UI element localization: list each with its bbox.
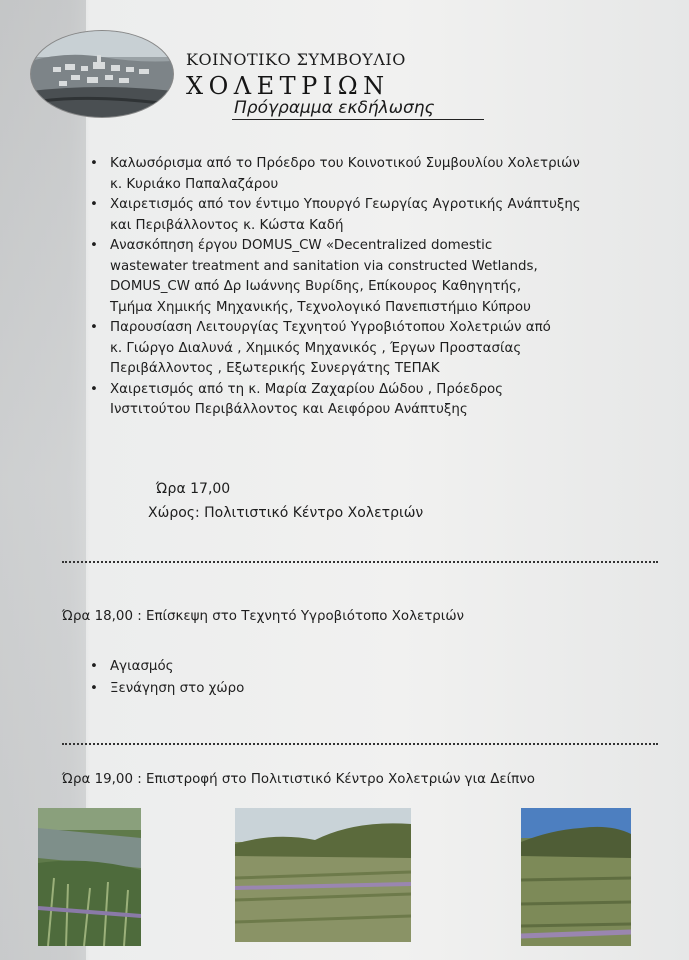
wetland-photo-1 <box>38 808 141 946</box>
program-item-line: Παρουσίαση Λειτουργίας Τεχνητού Υγροβιότοπου Χολετριών από <box>110 320 551 335</box>
program-item-line: Τμήμα Χημικής Μηχανικής, Τεχνολογικό Πανεπιστήμιο Κύπρου <box>110 299 531 315</box>
council-name: ΚΟΙΝΟΤΙΚΟ ΣΥΜΒΟΥΛΙΟ <box>186 50 406 69</box>
program-item-line: Καλωσόρισμα από το Πρόεδρο του Κοινοτικού Συμβουλίου Χολετριών <box>110 156 580 171</box>
program-item <box>88 318 658 380</box>
return-line: Ώρα 19,00 : Επιστροφή στο Πολιτιστικό Κέντρο Χολετριών για Δείπνο <box>62 772 535 787</box>
visit-item <box>88 656 658 678</box>
program-item <box>88 236 658 318</box>
program-item <box>88 154 658 195</box>
wetland-photo-3 <box>521 808 631 946</box>
start-time: Ώρα 17,00 <box>156 481 231 497</box>
program-item-line: Περιβάλλοντος , Εξωτερικής Συνεργάτης ΤΕΠΑΚ <box>110 361 440 376</box>
program-item <box>88 195 658 236</box>
village-logo-image <box>30 30 174 118</box>
program-item-line: κ. Κυριάκο Παπαλαζάρου <box>110 176 279 192</box>
visit-item-label: Ξενάγηση στο χώρο <box>110 681 245 696</box>
divider-1 <box>62 561 658 563</box>
program-title-underline <box>232 119 484 120</box>
bullet-icon: • <box>90 238 98 253</box>
program-item-line: Χαιρετισμός από τον έντιμο Υπουργό Γεωργίας Αγροτικής Ανάπτυξης <box>110 197 581 212</box>
program-item-line: Ινστιτούτου Περιβάλλοντος και Αειφόρου Ανάπτυξης <box>110 402 468 417</box>
venue: Χώρος: Πολιτιστικό Κέντρο Χολετριών <box>148 505 424 521</box>
program-item-line: κ. Γιώργο Διαλυνά , Χημικός Μηχανικός , Έργων Προστασίας <box>110 340 522 356</box>
wetland-photo-2 <box>235 808 411 942</box>
program-item-line: wastewater treatment and sanitation via constructed Wetlands, <box>110 258 538 274</box>
program-item-line: DOMUS_CW από Δρ Ιωάννης Βυρίδης, Επίκουρος Καθηγητής, <box>110 279 522 294</box>
program-item-line: και Περιβάλλοντος κ. Κώστα Καδή <box>110 217 344 233</box>
program-item-line: Χαιρετισμός από τη κ. Μαρία Ζαχαρίου Δώδου , Πρόεδρος <box>110 381 504 397</box>
program-list <box>88 154 658 421</box>
program-item-line: Ανασκόπηση έργου DOMUS_CW «Decentralized domestic <box>110 238 493 253</box>
program-title: Πρόγραμμα εκδήλωσης <box>234 98 435 118</box>
program-item <box>88 380 658 421</box>
visit-item-label: Αγιασμός <box>110 659 174 674</box>
visit-list <box>88 656 658 700</box>
divider-2 <box>62 743 658 745</box>
bullet-icon: • <box>90 659 98 674</box>
bullet-icon: • <box>90 381 98 397</box>
bullet-icon: • <box>90 197 98 212</box>
bullet-icon: • <box>90 156 98 171</box>
bullet-icon: • <box>90 320 98 335</box>
visit-line: Ώρα 18,00 : Επίσκεψη στο Τεχνητό Υγροβιότοπο Χολετριών <box>62 609 465 624</box>
visit-item <box>88 678 658 700</box>
bullet-icon: • <box>90 681 98 696</box>
village-name: ΧΟΛΕΤΡΙΩΝ <box>186 72 390 100</box>
